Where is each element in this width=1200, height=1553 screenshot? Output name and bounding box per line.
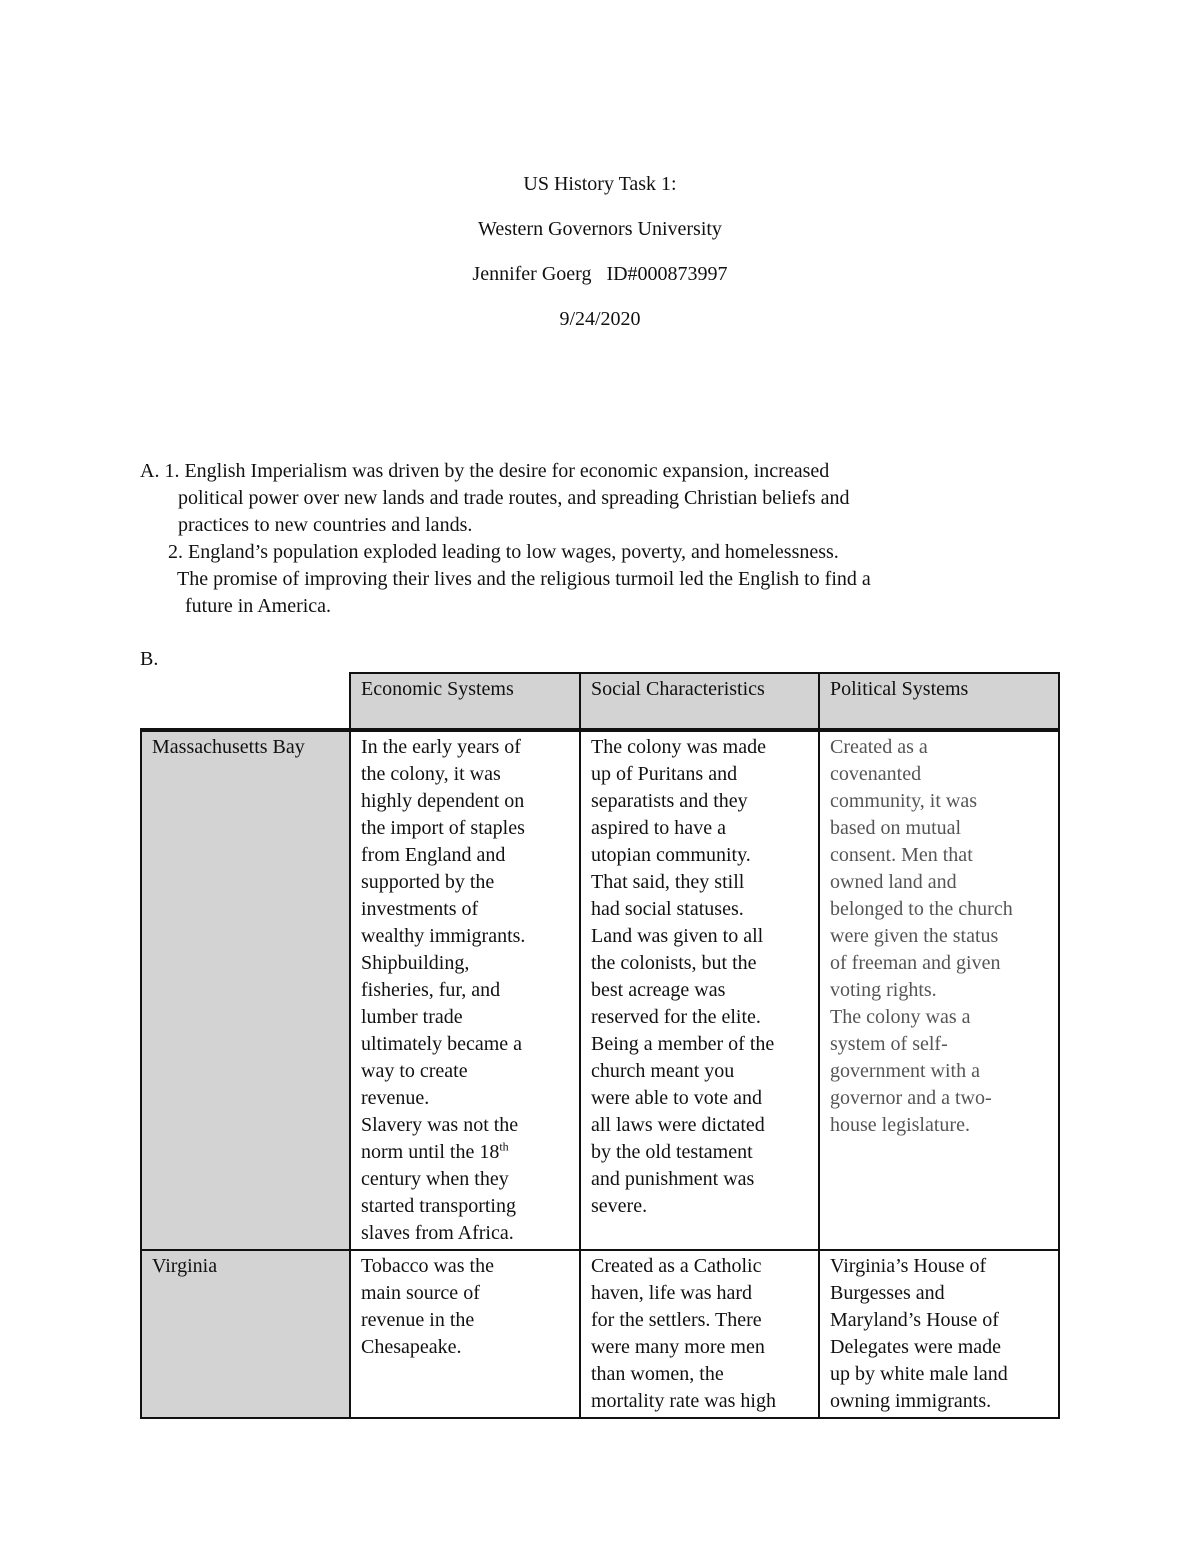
massachusetts-economic-text-cont: century when they started transporting slaves from Africa. — [361, 1168, 516, 1244]
section-a-line: 2. England’s population exploded leading to low wages, poverty, and homelessness. — [168, 541, 839, 563]
colony-comparison-table — [140, 672, 1060, 1419]
table-header-row — [141, 673, 1059, 730]
table-row — [141, 1250, 1059, 1418]
massachusetts-economic-cell — [350, 730, 580, 1250]
header-social-characteristics: Social Characteristics — [580, 673, 819, 730]
massachusetts-social-cell: The colony was made up of Puritans and separatists and they aspired to have a utopian community. That said, they still had social statuses. Land was given to all the colonists, but the best acreage was reserved for the elite. Being a member of the church meant you were able to vote and all laws were dictated by the old testament and punishment was severe. — [580, 730, 819, 1250]
title-block — [0, 170, 1200, 350]
section-a — [140, 458, 1040, 620]
university-name: Western Governors University — [478, 218, 722, 240]
row-label-massachusetts-bay: Massachusetts Bay — [141, 730, 350, 1250]
section-a-line: practices to new countries and lands. — [178, 514, 473, 536]
section-a-line: The promise of improving their lives and the religious turmoil led the English to find a — [177, 568, 871, 590]
virginia-social-cell: Created as a Catholic haven, life was hard for the settlers. There were many more men than women, the mortality rate was high — [580, 1250, 819, 1418]
header-economic-systems: Economic Systems — [350, 673, 580, 730]
header-political-systems: Political Systems — [819, 673, 1059, 730]
header-empty-cell — [141, 673, 350, 730]
course-title: US History Task 1: — [523, 173, 677, 195]
virginia-economic-cell: Tobacco was the main source of revenue in the Chesapeake. — [350, 1250, 580, 1418]
date: 9/24/2020 — [559, 308, 641, 330]
section-a-line: political power over new lands and trade routes, and spreading Christian beliefs and — [178, 487, 850, 509]
student-name-id: Jennifer Goerg ID#000873997 — [472, 263, 728, 285]
row-label-virginia: Virginia — [141, 1250, 350, 1418]
section-a-line: A. 1. English Imperialism was driven by the desire for economic expansion, increased — [140, 460, 830, 482]
massachusetts-economic-text: In the early years of the colony, it was highly dependent on the import of staples from England and supported by the investments of wealthy immigrants. Shipbuilding, fisheries, fur, and lumber trade ultimately became a way to create revenue. Slavery was not the norm until the 18 — [361, 736, 526, 1163]
table-row — [141, 730, 1059, 1250]
superscript-th: th — [499, 1139, 509, 1154]
section-b-label: B. — [140, 648, 159, 670]
section-a-line: future in America. — [185, 595, 332, 617]
virginia-political-cell: Virginia’s House of Burgesses and Maryland’s House of Delegates were made up by white male land owning immigrants. — [819, 1250, 1059, 1418]
massachusetts-political-cell: Created as a covenanted community, it was based on mutual consent. Men that owned land and belonged to the church were given the status of freeman and given voting rights. The colony was a system of self- government with a governor and a two- house legislature. — [819, 730, 1059, 1250]
